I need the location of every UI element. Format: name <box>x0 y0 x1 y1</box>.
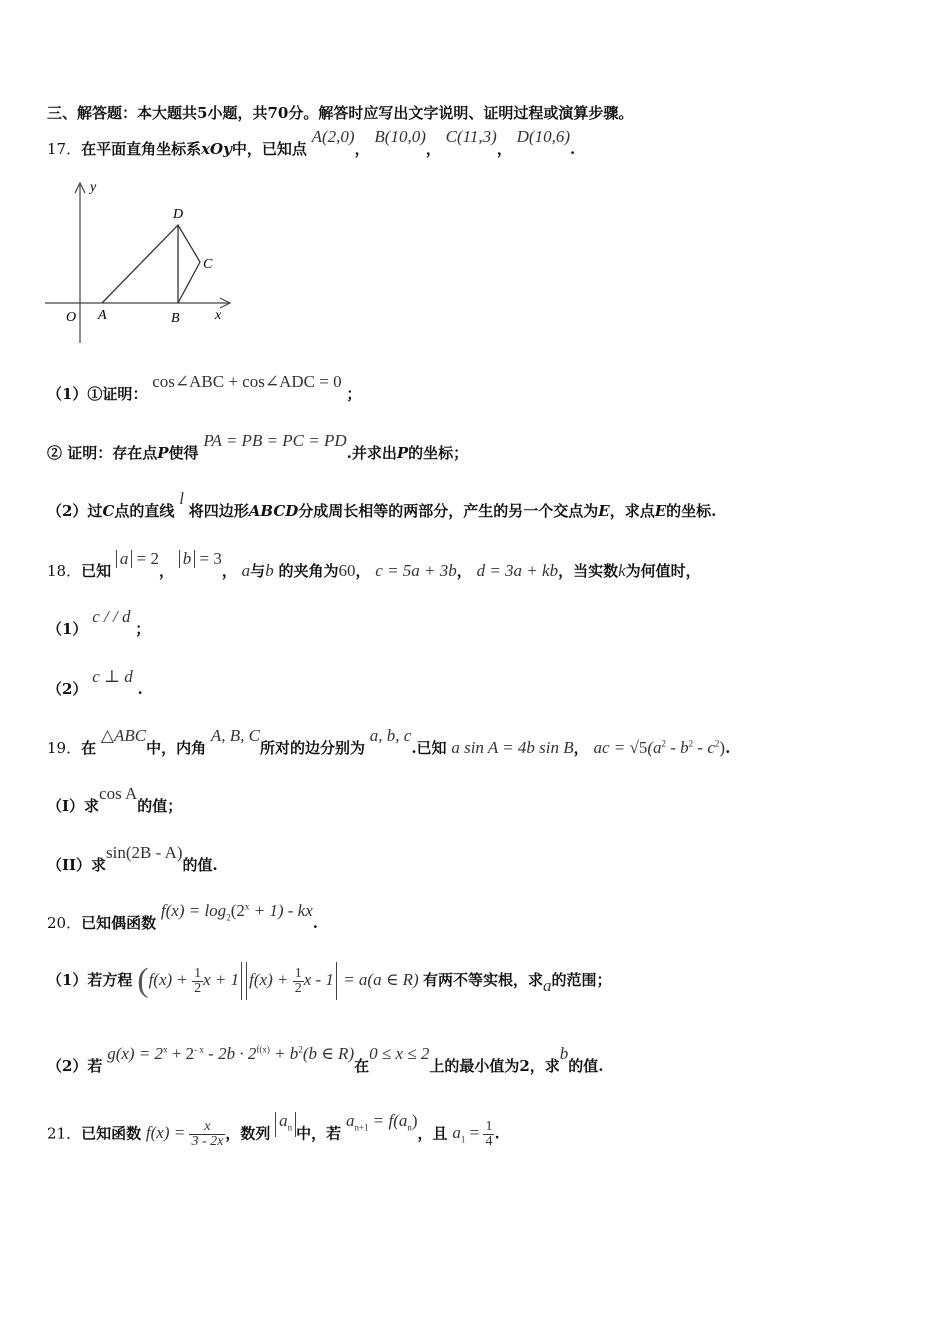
q21-stem: 21．已知函数 f(x) = $\frac{x}{3 - 2x}$ ，数列 $a_n$ 中，若 $a_{n+1} = f(a_n)$，且 $a_1$ = $\frac{1}{4}$ . <box>47 1111 500 1149</box>
q19-part1: （I）求cos A的值； <box>47 784 183 815</box>
q17-part2: （2）过C点的直线 l 将四边形ABCD分成周长相等的两部分，产生的另一个交点为E，求点E的坐标. <box>47 489 717 520</box>
q19-part2: （II）求sin(2B - A)的值. <box>47 843 218 874</box>
coordinate-figure <box>40 175 240 350</box>
label-B: B <box>171 311 180 326</box>
label-y: y <box>90 180 97 195</box>
label-C: C <box>203 257 213 272</box>
q17-part1b: ② 证明：存在点P使得 PA = PB = PC = PD.并求出P的坐标； <box>47 431 469 462</box>
q17-part1: （1）①证明： cos∠ABC + cos∠ADC = 0 ； <box>47 372 362 403</box>
q17-stem: 17．在平面直角坐标系xOy中，已知点 A(2,0)， B(10,0)， C(11,3)， D(10,6). <box>47 127 576 158</box>
q20-part2: （2）若 $g(x) = 2^x + 2^{- x} - 2b \cdot 2^{f(x)} + b^2(b$ ∈ R)在0 ≤ x ≤ 2上的最小值为2，求b的值. <box>47 1044 604 1075</box>
label-D: D <box>173 207 184 222</box>
q19-stem: 19．在 △ABC中，内角 A, B, C所对的边分别为 a, b, c.已知 a sin A = 4b sin B， ac = $√5(a^2 - b^2 - c^2)$. <box>47 726 731 757</box>
label-x: x <box>215 308 222 323</box>
q18-stem: 18．已知 a = 2， b = 3， a与b 的夹角为60， c = 5a + 3b， d = 3a + kb，当实数k为何值时， <box>47 549 701 580</box>
section-header: 三、解答题：本大题共5小题，共70分。解答时应写出文字说明、证明过程或演算步骤。 <box>47 104 634 122</box>
label-O: O <box>66 310 77 325</box>
quadrilateral-ABCD <box>102 225 200 303</box>
q20-stem: 20．已知偶函数 $f(x) = \log_2(2^x + 1)$ - kx. <box>47 901 318 932</box>
label-A: A <box>98 308 107 323</box>
q20-part1: （1）若方程 (f(x) + $\frac{1}{2}$ x + 1 f(x) + $\frac{1}{2}$ x - 1 = a(a ∈ R) 有两不等实根，求a的范围； <box>47 962 612 999</box>
q18-part1: （1） c / / d ； <box>47 607 151 638</box>
q18-part2: （2） c ⊥ d . <box>47 667 143 698</box>
